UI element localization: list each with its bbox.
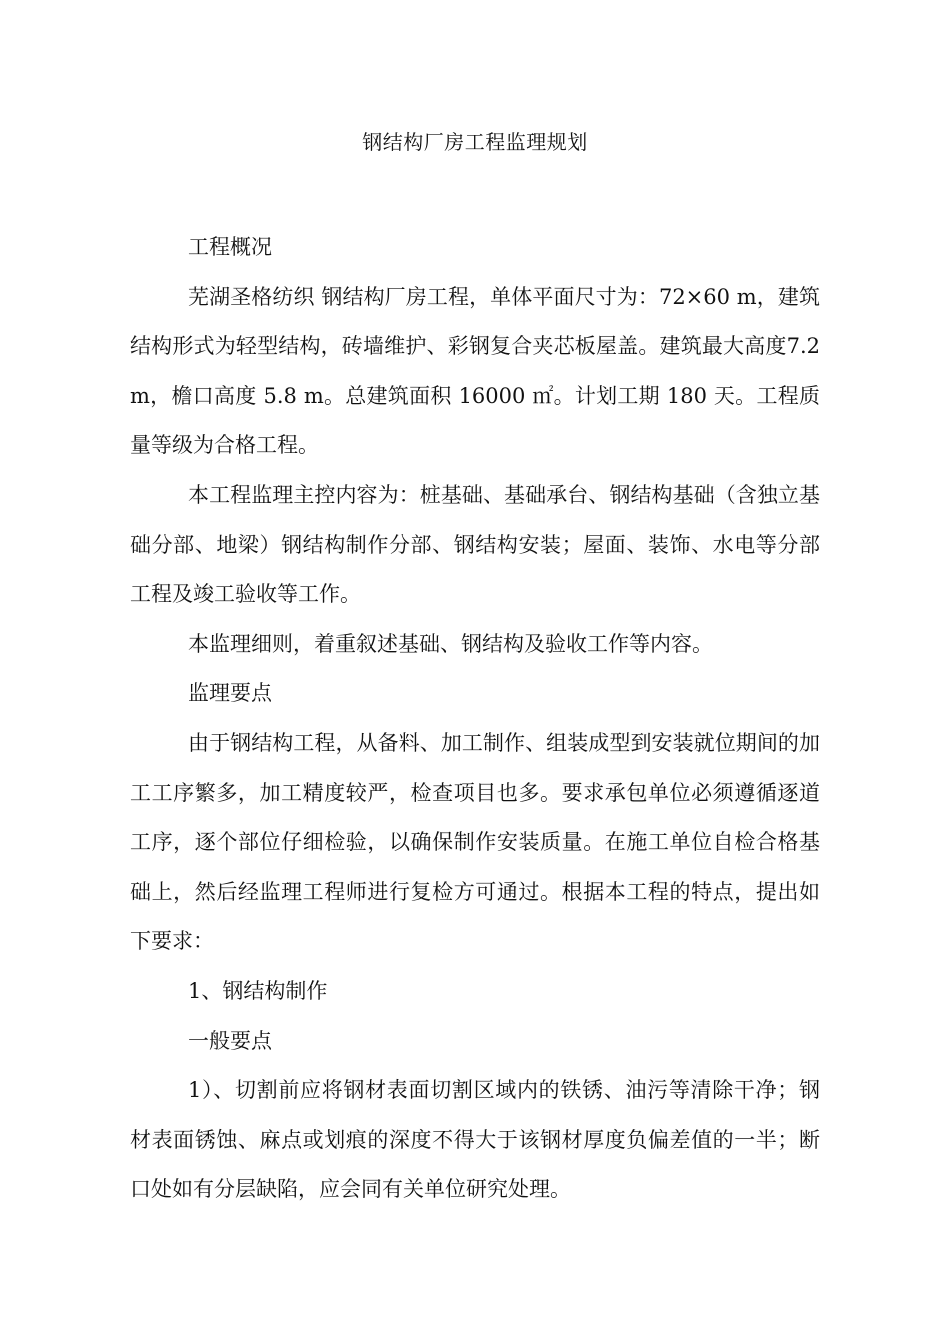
document-title: 钢结构厂房工程监理规划 (362, 130, 588, 154)
subheading-general-points: 一般要点 (188, 1028, 272, 1053)
paragraph-cutting-requirements: 1）、切割前应将钢材表面切割区域内的铁锈、油污等清除干净；钢材表面锈蚀、麻点或划痕的深度不得大于该钢材厚度负偏差值的一半；断口处如有分层缺陷，应会同有关单位研究处理。 (130, 1078, 820, 1202)
paragraph-inspection-requirements: 由于钢结构工程，从备料、加工制作、组装成型到安装就位期间的加工工序繁多，加工精度较严，检查项目也多。要求承包单位必须遵循逐道工序，逐个部位仔细检验，以确保制作安装质量。在施工单位自检合格基础上，然后经监理工程师进行复检方可通过。根据本工程的特点，提出如下要求： (130, 730, 820, 954)
paragraph-detail-focus: 本监理细则，着重叙述基础、钢结构及验收工作等内容。 (188, 631, 713, 656)
section-heading-key-points: 监理要点 (188, 681, 272, 706)
section-heading-overview: 工程概况 (188, 235, 272, 259)
document-body (130, 223, 820, 1215)
paragraph-project-description: 芜湖圣格纺织 钢结构厂房工程，单体平面尺寸为：72×60 m，建筑结构形式为轻型结构，砖墙维护、彩钢复合夹芯板屋盖。建筑最大高度7.2 m，檐口高度 5.8 m。总建筑面积 16000 ㎡。计划工期 180 天。工程质量等级为合格工程。 (130, 284, 820, 458)
paragraph-supervision-scope: 本工程监理主控内容为：桩基础、基础承台、钢结构基础（含独立基础分部、地梁）钢结构制作分部、钢结构安装；屋面、装饰、水电等分部工程及竣工验收等工作。 (130, 482, 820, 607)
section-heading-steel-fabrication: 1、钢结构制作 (188, 978, 328, 1003)
